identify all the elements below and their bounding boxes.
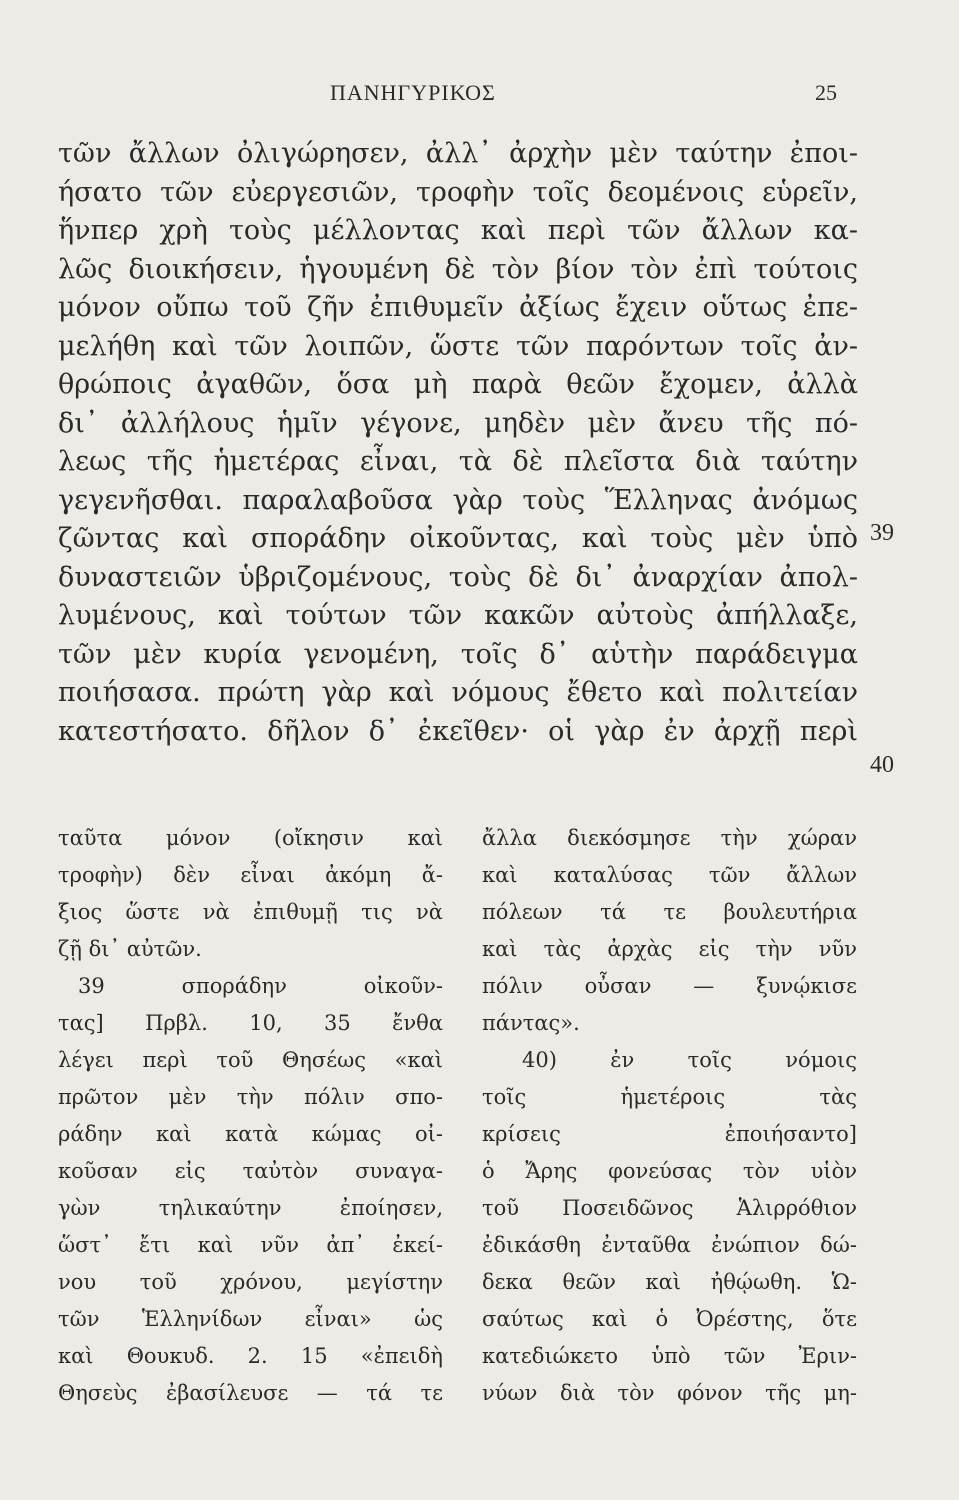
note-line: πρῶτον μὲν τὴν πόλιν σπο- (58, 1085, 443, 1109)
note-line: καὶ Θουκυδ. 2. 15 «ἐπειδὴ (58, 1344, 443, 1368)
main-text-line: θρώποις ἀγαθῶν, ὅσα μὴ παρὰ θεῶν ἔχομεν, ἀλλὰ (58, 369, 858, 400)
note-line: τροφὴν) δὲν εἶναι ἀκόμη ἄ- (58, 863, 443, 887)
note-line: τῶν Ἑλληνίδων εἶναι» ὡς (58, 1307, 443, 1331)
note-line: ζῇ δι᾽ αὐτῶν. (58, 937, 202, 961)
note-line: νύων διὰ τὸν φόνον τῆς μη- (482, 1381, 857, 1405)
main-text-line: ζῶντας καὶ σποράδην οἰκοῦντας, καὶ τοὺς μὲν ὑπὸ (58, 523, 858, 554)
note-line: δεκα θεῶν καὶ ἠθῴωθη. Ὡ- (482, 1270, 857, 1294)
main-text-line: μόνον οὔπω τοῦ ζῆν ἐπιθυμεῖν ἀξίως ἔχειν οὕτως ἐπε- (58, 292, 858, 323)
note-line: γὼν τηλικαύτην ἐποίησεν, (58, 1196, 443, 1220)
note-line: τοῦ Ποσειδῶνος Ἁλιρρόθιον (482, 1196, 857, 1220)
note-line: πάντας». (482, 1011, 580, 1035)
main-text-line: κατεστήσατο. δῆλον δ᾽ ἐκεῖθεν· οἱ γὰρ ἐν ἀρχῇ περὶ (58, 715, 858, 747)
margin-section-number: 39 (870, 520, 894, 546)
note-line: ράδην καὶ κατὰ κώμας οἰ- (58, 1122, 443, 1146)
main-text-line: δυναστειῶν ὑβριζομένους, τοὺς δὲ δι᾽ ἀναρχίαν ἀπολ- (58, 561, 858, 593)
note-line: ἄλλα διεκόσμησε τὴν χώραν (482, 826, 857, 850)
main-text-line: ἥνπερ χρὴ τοὺς μέλλοντας καὶ περὶ τῶν ἄλλων κα- (58, 215, 858, 246)
main-text-line: λῶς διοικήσειν, ἡγουμένη δὲ τὸν βίον τὸν ἐπὶ τούτοις (58, 253, 858, 285)
note-line: ἐδικάσθη ἐνταῦθα ἐνώπιον δώ- (482, 1233, 857, 1257)
notes-column-right (482, 820, 857, 1412)
note-line: πόλεων τά τε βουλευτήρια (482, 900, 857, 924)
note-line: ξιος ὥστε νὰ ἐπιθυμῇ τις νὰ (58, 900, 443, 924)
note-line: ὥστ᾽ ἔτι καὶ νῦν ἀπ᾽ ἐκεί- (58, 1233, 443, 1257)
notes-column-left (58, 820, 443, 1412)
page-number: 25 (815, 80, 837, 105)
main-text-line: μελήθη καὶ τῶν λοιπῶν, ὥστε τῶν παρόντων τοῖς ἀν- (58, 330, 858, 362)
main-text-line: λυμένους, καὶ τούτων τῶν κακῶν αὐτοὺς ἀπήλλαξε, (58, 600, 858, 631)
note-line: κρίσεις ἐποιήσαντο] (482, 1122, 857, 1146)
main-text-line: δι᾽ ἀλλήλους ἡμῖν γέγονε, μηδὲν μὲν ἄνευ τῆς πό- (58, 407, 858, 439)
note-line: κατεδιώκετο ὑπὸ τῶν Ἐριν- (482, 1344, 857, 1368)
note-line: σαύτως καὶ ὁ Ὀρέστης, ὅτε (482, 1307, 857, 1331)
main-text-line: τῶν ἄλλων ὀλιγώρησεν, ἀλλ᾽ ἀρχὴν μὲν ταύτην ἐποι- (58, 138, 858, 169)
note-line: 40) ἐν τοῖς νόμοις (522, 1048, 857, 1072)
margin-section-number: 40 (870, 752, 894, 778)
note-line: νου τοῦ χρόνου, μεγίστην (58, 1270, 443, 1294)
note-line: κοῦσαν εἰς ταὐτὸν συναγα- (58, 1159, 443, 1183)
note-line: καὶ τὰς ἀρχὰς εἰς τὴν νῦν (482, 937, 857, 961)
main-text-line: τῶν μὲν κυρία γενομένη, τοῖς δ᾽ αὑτὴν παράδειγμα (58, 638, 858, 670)
note-line: πόλιν οὖσαν — ξυνῴκισε (482, 974, 857, 998)
note-line: τας] Πρβλ. 10, 35 ἔνθα (58, 1011, 443, 1035)
note-line: τοῖς ἡμετέροις τὰς (482, 1085, 857, 1109)
note-line: 39 σποράδην οἰκοῦν- (78, 974, 443, 998)
main-text-line: ήσατο τῶν εὐεργεσιῶν, τροφὴν τοῖς δεομένοις εὑρεῖν, (58, 176, 858, 208)
note-line: λέγει περὶ τοῦ Θησέως «καὶ (58, 1048, 443, 1072)
note-line: ὁ Ἄρης φονεύσας τὸν υἱὸν (482, 1159, 857, 1183)
note-line: καὶ καταλύσας τῶν ἄλλων (482, 863, 857, 887)
note-line: ταῦτα μόνον (οἴκησιν καὶ (58, 826, 443, 850)
main-text-block (58, 135, 858, 751)
note-line: Θησεὺς ἐβασίλευσε — τά τε (58, 1381, 443, 1405)
main-text-line: λεως τῆς ἡμετέρας εἶναι, τὰ δὲ πλεῖστα διὰ ταύτην (58, 446, 858, 477)
main-text-line: γεγενῆσθαι. παραλαβοῦσα γὰρ τοὺς Ἕλληνας ἀνόμως (58, 484, 858, 516)
running-title: ΠΑΝΗΓΥΡΙΚΟΣ (330, 80, 496, 105)
main-text-line: ποιήσασα. πρώτη γὰρ καὶ νόμους ἔθετο καὶ πολιτείαν (58, 677, 858, 708)
